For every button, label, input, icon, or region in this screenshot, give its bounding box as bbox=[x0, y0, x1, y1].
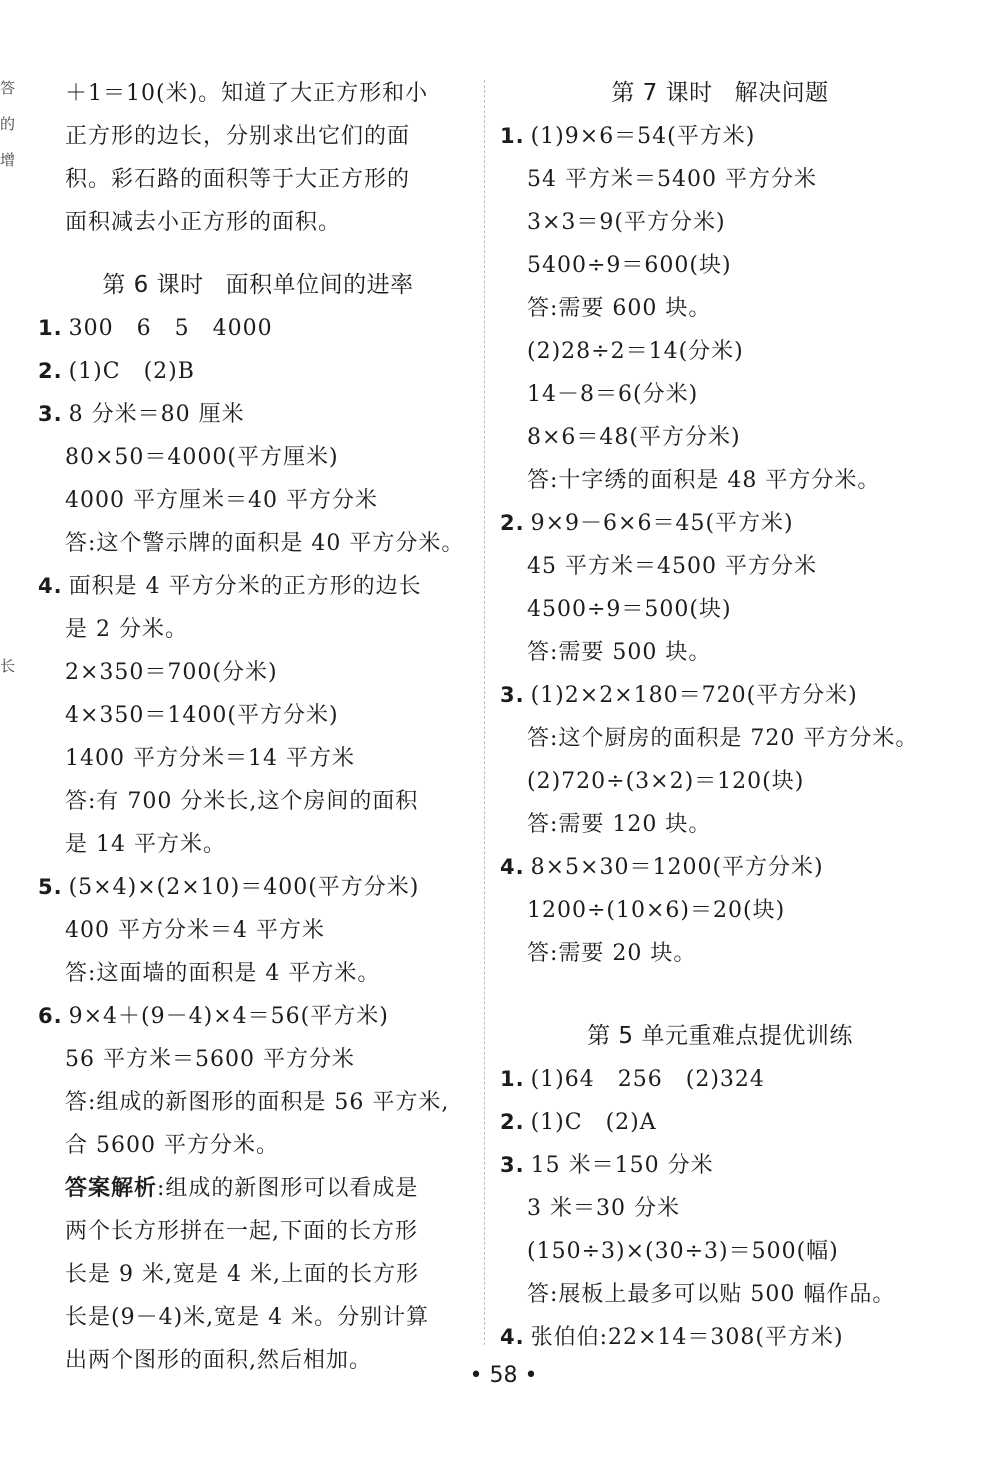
answer-line: 答:这个警示牌的面积是 40 平方分米。 bbox=[65, 531, 465, 556]
answer-1: 1. (1)9×6＝54(平方米) bbox=[500, 124, 756, 149]
answer-2: 2. 9×9－6×6＝45(平方米) bbox=[500, 511, 794, 536]
unit-answer-3: 3. 15 米＝150 分米 bbox=[500, 1153, 714, 1178]
answer-5: 5. (5×4)×(2×10)＝400(平方分米) bbox=[38, 875, 420, 900]
unit-answer-4: 4. 张伯伯:22×14＝308(平方米) bbox=[500, 1325, 844, 1350]
answer-line: 答:需要 600 块。 bbox=[527, 296, 712, 321]
answer-line: (2)28÷2＝14(分米) bbox=[527, 339, 744, 364]
answer-line: 答:展板上最多可以贴 500 幅作品。 bbox=[527, 1282, 896, 1307]
answer-analysis: 答案解析:组成的新图形可以看成是 bbox=[65, 1176, 419, 1201]
answer-line: 答:这面墙的面积是 4 平方米。 bbox=[65, 961, 381, 986]
lesson-topic: 解决问题 bbox=[734, 80, 829, 106]
analysis-line: 两个长方形拼在一起,下面的长方形 bbox=[65, 1219, 418, 1244]
continued-text: 积。彩石路的面积等于大正方形的 bbox=[65, 167, 411, 192]
answer-line: 3×3＝9(平方分米) bbox=[527, 210, 726, 235]
section-heading-lesson-7 bbox=[500, 72, 940, 115]
answer-4: 4. 面积是 4 平方分米的正方形的边长 bbox=[38, 574, 422, 599]
lesson-label: 第 7 课时 bbox=[611, 80, 713, 106]
lesson-topic: 面积单位间的进率 bbox=[225, 272, 414, 298]
column-divider bbox=[484, 80, 485, 1345]
answer-line: 56 平方米＝5600 平方分米 bbox=[65, 1047, 355, 1072]
answer-line: 80×50＝4000(平方厘米) bbox=[65, 445, 339, 470]
answer-line: 45 平方米＝4500 平方分米 bbox=[527, 554, 817, 579]
answer-line: 2×350＝700(分米) bbox=[65, 660, 278, 685]
analysis-line: 长是(9－4)米,宽是 4 米。分别计算 bbox=[65, 1305, 430, 1330]
answer-2: 2. (1)C (2)B bbox=[38, 359, 195, 384]
answer-line: 4×350＝1400(平方分米) bbox=[65, 703, 339, 728]
answer-line: 合 5600 平方分米。 bbox=[65, 1133, 279, 1158]
answer-line: 4500÷9＝500(块) bbox=[527, 597, 732, 622]
continued-text: 面积减去小正方形的面积。 bbox=[65, 210, 342, 235]
answer-line: 答:需要 120 块。 bbox=[527, 812, 712, 837]
answer-1: 1. 300 6 5 4000 bbox=[38, 316, 273, 341]
edge-mark: 长 bbox=[0, 657, 16, 675]
answer-line: 是 14 平方米。 bbox=[65, 832, 226, 857]
unit-answer-1: 1. (1)64 256 (2)324 bbox=[500, 1067, 765, 1092]
answer-line: 1400 平方分米＝14 平方米 bbox=[65, 746, 355, 771]
answer-3: 3. (1)2×2×180＝720(平方分米) bbox=[500, 683, 858, 708]
answer-3: 3. 8 分米＝80 厘米 bbox=[38, 402, 245, 427]
analysis-label: 答案解析 bbox=[65, 1176, 158, 1201]
answer-line: 答:这个厨房的面积是 720 平方分米。 bbox=[527, 726, 919, 751]
answer-4: 4. 8×5×30＝1200(平方分米) bbox=[500, 855, 824, 880]
answer-line: 答:组成的新图形的面积是 56 平方米, bbox=[65, 1090, 450, 1115]
answer-line: 答:有 700 分米长,这个房间的面积 bbox=[65, 789, 419, 814]
section-heading-lesson-6 bbox=[38, 264, 478, 307]
answer-line: 14－8＝6(分米) bbox=[527, 382, 699, 407]
answer-line: 是 2 分米。 bbox=[65, 617, 188, 642]
right-column bbox=[500, 72, 940, 1359]
answer-line: 1200÷(10×6)＝20(块) bbox=[527, 898, 786, 923]
analysis-line: 出两个图形的面积,然后相加。 bbox=[65, 1348, 372, 1373]
edge-marks bbox=[0, 70, 14, 684]
lesson-label: 第 6 课时 bbox=[102, 272, 204, 298]
unit-answer-2: 2. (1)C (2)A bbox=[500, 1110, 657, 1135]
answer-line: 4000 平方厘米＝40 平方分米 bbox=[65, 488, 378, 513]
answer-line: 3 米＝30 分米 bbox=[527, 1196, 680, 1221]
edge-mark: 答 bbox=[0, 79, 16, 97]
continued-text: 正方形的边长，分别求出它们的面 bbox=[65, 124, 411, 149]
answer-line: 答:需要 20 块。 bbox=[527, 941, 697, 966]
left-column bbox=[38, 72, 478, 1382]
analysis-line: 长是 9 米,宽是 4 米,上面的长方形 bbox=[65, 1262, 419, 1287]
answer-line: 54 平方米＝5400 平方分米 bbox=[527, 167, 817, 192]
answer-line: 答:需要 500 块。 bbox=[527, 640, 712, 665]
page-number: • 58 • bbox=[469, 1363, 538, 1388]
answer-line: 5400÷9＝600(块) bbox=[527, 253, 732, 278]
edge-mark: 的 bbox=[0, 115, 16, 133]
continued-text: ＋1＝10(米)。知道了大正方形和小 bbox=[65, 81, 429, 106]
answer-line: (150÷3)×(30÷3)＝500(幅) bbox=[527, 1239, 839, 1264]
edge-mark: 增 bbox=[0, 151, 16, 169]
answer-line: 8×6＝48(平方分米) bbox=[527, 425, 741, 450]
answer-line: (2)720÷(3×2)＝120(块) bbox=[527, 769, 805, 794]
answer-line: 400 平方分米＝4 平方米 bbox=[65, 918, 325, 943]
section-heading-unit-5: 第 5 单元重难点提优训练 bbox=[587, 1023, 853, 1049]
answer-6: 6. 9×4＋(9－4)×4＝56(平方米) bbox=[38, 1004, 389, 1029]
answer-line: 答:十字绣的面积是 48 平方分米。 bbox=[527, 468, 881, 493]
